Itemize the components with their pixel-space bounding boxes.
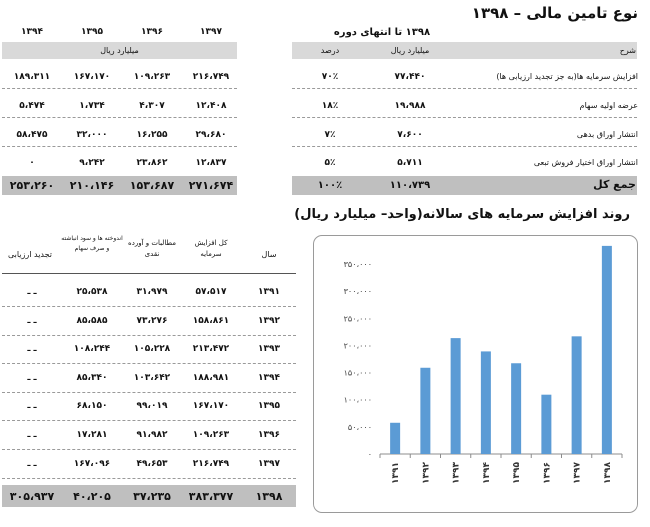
table-cell: ۱۲،۸۳۷ (195, 158, 227, 168)
total-year: ۱۳۹۸ (255, 490, 283, 503)
table-cell: ۴،۳۰۷ (139, 101, 165, 111)
chart-title: روند افزایش سرمایه های سالانه(واحد– میلیارد ریال) (294, 207, 630, 222)
table-cell-year: ۱۳۹۵ (258, 401, 280, 412)
table-cell: ۰ (29, 158, 35, 168)
col-header-receivables: مطالبات و آورده نقدی (128, 239, 176, 258)
table-cell: ۱،۷۳۴ (79, 101, 105, 111)
table-cell-reserves: ۱۰۸،۲۴۴ (73, 344, 111, 355)
row-amount: ۷،۶۰۰ (397, 130, 423, 140)
table-cell: ۹،۲۴۲ (79, 158, 105, 168)
x-tick-label: ۱۳۹۵ (512, 462, 523, 484)
table-cell-revaluation: ـ ـ (27, 315, 37, 326)
total-label: جمع کل (593, 178, 636, 191)
col-header-amount: میلیارد ریال (390, 46, 430, 55)
total-cell: ۲۷۱،۶۷۴ (188, 179, 234, 192)
table-cell-capital: ۲۱۶،۷۴۹ (192, 458, 230, 469)
table-cell-capital: ۱۶۷،۱۷۰ (192, 401, 230, 412)
table-cell-year: ۱۳۹۷ (258, 458, 280, 469)
table-cell-receivables: ۹۹،۰۱۹ (136, 401, 168, 412)
row-amount: ۱۹،۹۸۸ (394, 101, 426, 111)
y-tick-label: ۱۰۰،۰۰۰ (343, 395, 372, 405)
col-header-revaluation: تجدید ارزیابی (7, 250, 53, 259)
table-cell-year: ۱۳۹۳ (258, 344, 280, 355)
col-header-percent: درصد (320, 46, 340, 55)
col-header-year: سال (261, 250, 277, 259)
total-amount: ۱۱۰،۷۳۹ (389, 180, 431, 191)
table-cell: ۲۹،۶۸۰ (195, 130, 227, 140)
row-divider (2, 420, 296, 421)
row-amount: ۷۷،۴۴۰ (394, 72, 426, 82)
row-percent: ۵٪ (324, 158, 336, 168)
table-cell: ۱۶،۲۵۵ (136, 130, 168, 140)
col-header-reserves: اندوخته ها و سود انباشته و صرف سهام (61, 235, 123, 252)
row-divider (292, 146, 637, 147)
bar (572, 336, 582, 454)
total-cell: ۱۵۳،۶۸۷ (129, 179, 175, 192)
row-amount: ۵،۷۱۱ (397, 158, 423, 168)
table-cell-reserves: ۸۵،۵۸۵ (76, 315, 108, 326)
row-divider (2, 363, 296, 364)
table-cell-revaluation: ـ ـ (27, 287, 37, 297)
period-group-header: ۱۳۹۸ تا انتهای دوره (333, 27, 431, 38)
row-divider (2, 392, 296, 393)
row-divider (2, 478, 296, 479)
row-divider (2, 335, 296, 336)
table-cell: ۵،۴۷۴ (19, 101, 45, 111)
bar (420, 368, 430, 454)
x-tick-label: ۱۳۹۸ (602, 462, 613, 484)
total-capital: ۳۸۳،۳۷۷ (188, 490, 234, 503)
table-cell: ۱۸۹،۳۱۱ (13, 72, 51, 82)
col-header-description: شرح (619, 46, 636, 55)
bar (602, 246, 612, 454)
row-divider (2, 117, 237, 118)
table-cell: ۲۳،۸۶۲ (136, 158, 168, 168)
total-revaluation: ۳۰۵،۹۳۷ (9, 490, 55, 503)
row-label: انتشار اوراق اختیار فروش تبعی (533, 158, 638, 167)
col-header-capital: کل افزایش سرمایه (194, 239, 228, 258)
table-cell-receivables: ۷۳،۲۷۶ (136, 315, 168, 326)
table-cell-year: ۱۳۹۱ (258, 287, 280, 297)
table-cell: ۳۲،۰۰۰ (76, 130, 108, 140)
bar (511, 363, 521, 454)
x-tick-label: ۱۳۹۷ (572, 462, 583, 484)
table-cell-revaluation: ـ ـ (27, 458, 37, 469)
row-divider (2, 449, 296, 450)
row-label: انتشار اوراق بدهی (576, 130, 638, 139)
table-cell-capital: ۱۸۸،۹۸۱ (192, 372, 230, 383)
table-cell-receivables: ۱۰۵،۲۲۸ (133, 344, 171, 355)
table-cell-reserves: ۶۸،۱۵۰ (76, 401, 108, 412)
bar (451, 338, 461, 454)
bar-chart (314, 236, 637, 512)
y-tick-label: ۵۰،۰۰۰ (347, 422, 372, 432)
table-cell: ۵۸،۴۷۵ (16, 130, 48, 140)
table-cell-capital: ۲۱۳،۴۷۲ (192, 344, 230, 355)
y-tick-label: ۳۵۰،۰۰۰ (343, 260, 372, 269)
year-header: ۱۳۹۶ (141, 27, 163, 37)
table-cell-receivables: ۹۱،۹۸۲ (136, 430, 168, 440)
total-receivables: ۳۷،۲۳۵ (133, 490, 171, 503)
bar (390, 423, 400, 454)
x-tick-label: ۱۳۹۱ (391, 462, 402, 484)
table-cell-revaluation: ـ ـ (27, 372, 37, 383)
row-percent: ۱۸٪ (321, 101, 339, 111)
total-cell: ۲۵۳،۲۶۰ (9, 179, 55, 192)
row-divider (292, 117, 637, 118)
y-tick-label: ۲۵۰،۰۰۰ (343, 314, 372, 324)
row-percent: ۷۰٪ (321, 72, 339, 82)
table-cell-receivables: ۱۰۳،۶۴۲ (133, 372, 171, 383)
row-label: عرضه اولیه سهام (579, 101, 638, 110)
year-header: ۱۳۹۴ (21, 27, 43, 37)
table-cell: ۱۰۹،۲۶۳ (133, 72, 171, 82)
x-tick-label: ۱۳۹۴ (481, 462, 492, 484)
year-header: ۱۳۹۵ (81, 27, 103, 37)
header-divider (2, 273, 296, 274)
table-cell-capital: ۱۰۹،۲۶۳ (192, 430, 230, 440)
total-cell: ۲۱۰،۱۴۶ (69, 179, 115, 192)
table-cell-revaluation: ـ ـ (27, 344, 37, 355)
table-cell-capital: ۵۷،۵۱۷ (195, 287, 227, 297)
y-tick-label: ۱۵۰،۰۰۰ (343, 368, 372, 378)
y-tick-label: ۲۰۰،۰۰۰ (343, 341, 372, 351)
unit-header: میلیارد ریال (100, 46, 139, 55)
x-tick-label: ۱۳۹۶ (542, 462, 553, 484)
page-title: نوع تامین مالی – ۱۳۹۸ (471, 4, 638, 22)
table-cell-reserves: ۱۷،۲۸۱ (76, 430, 108, 440)
table-cell-revaluation: ـ ـ (27, 430, 37, 440)
row-divider (2, 146, 237, 147)
table-cell: ۱۲،۴۰۸ (195, 101, 227, 111)
row-divider (2, 88, 237, 89)
table-cell-receivables: ۳۱،۹۷۹ (136, 287, 168, 297)
table-cell-reserves: ۲۵،۵۳۸ (76, 287, 108, 297)
y-tick-label: ۰ (367, 450, 372, 459)
row-divider (2, 306, 296, 307)
y-tick-label: ۳۰۰،۰۰۰ (343, 287, 372, 297)
table-cell-revaluation: ـ ـ (27, 401, 37, 412)
year-header: ۱۳۹۷ (200, 27, 222, 37)
table-cell: ۱۶۷،۱۷۰ (73, 72, 111, 82)
table-cell: ۲۱۶،۷۴۹ (192, 72, 230, 82)
total-reserves: ۴۰،۲۰۵ (73, 490, 111, 503)
row-label: افزایش سرمایه ها(به جز تجدید ارزیابی ها) (496, 72, 638, 81)
table-cell-year: ۱۳۹۲ (258, 315, 280, 326)
chart-frame (313, 235, 638, 513)
table-cell-capital: ۱۵۸،۸۶۱ (192, 315, 230, 326)
table-cell-year: ۱۳۹۴ (258, 372, 280, 383)
x-tick-label: ۱۳۹۳ (451, 462, 462, 484)
table-cell-year: ۱۳۹۶ (258, 430, 280, 440)
table-cell-reserves: ۸۵،۳۴۰ (76, 372, 108, 383)
table-cell-receivables: ۴۹،۶۵۳ (136, 458, 168, 469)
x-tick-label: ۱۳۹۲ (421, 462, 432, 484)
row-percent: ۷٪ (324, 130, 336, 140)
total-percent: ۱۰۰٪ (317, 180, 343, 191)
bar (541, 395, 551, 454)
bar (481, 351, 491, 454)
table-cell-reserves: ۱۶۷،۰۹۶ (73, 458, 111, 469)
row-divider (292, 88, 637, 89)
